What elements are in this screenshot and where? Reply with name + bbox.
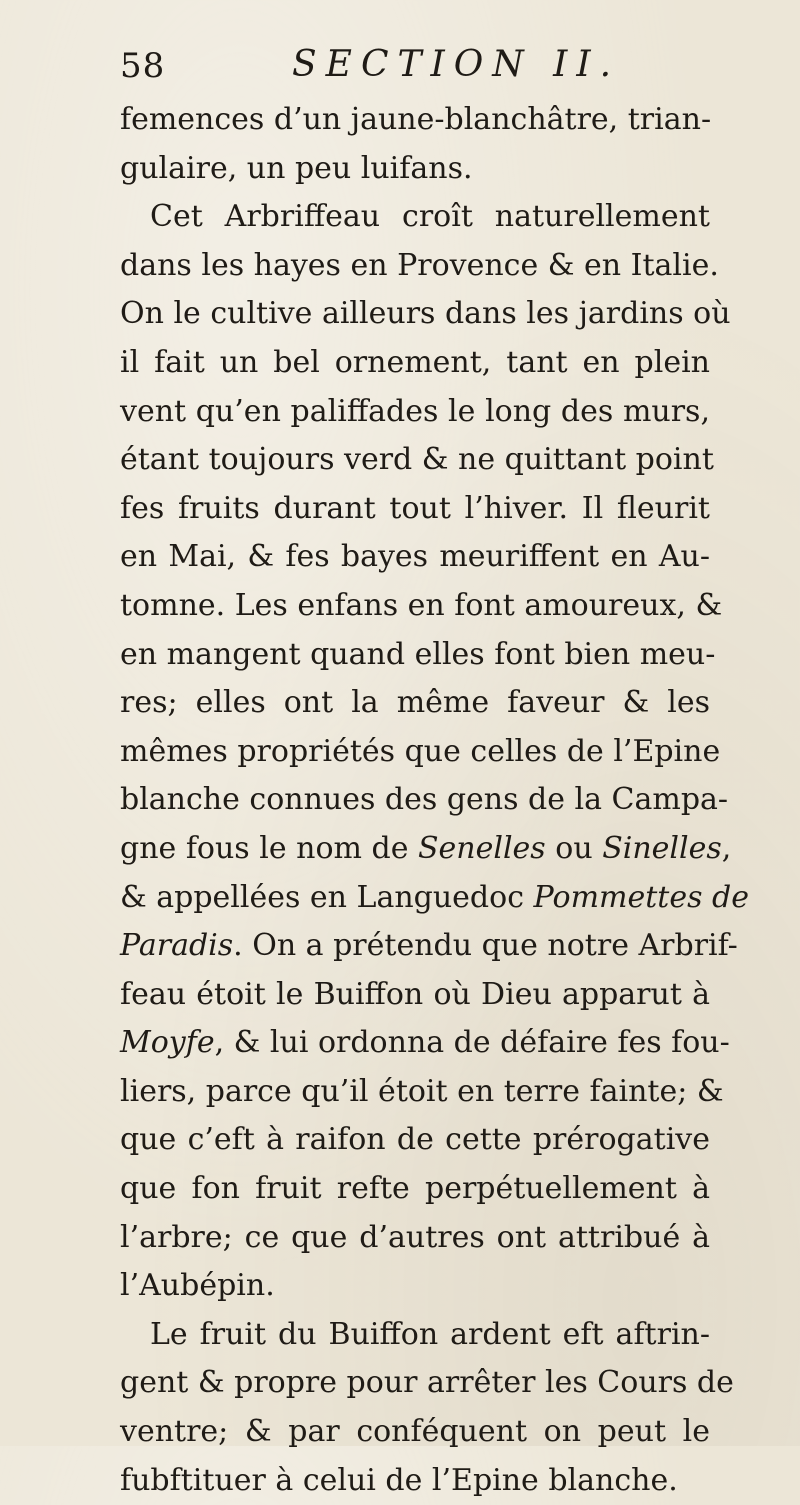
text-line (120, 1165, 710, 1214)
text-run: que fon fruit refte perpétuellement à (120, 1171, 710, 1207)
text-run: & appellées en Languedoc (120, 879, 534, 915)
text-line (120, 1019, 730, 1068)
text-line (120, 1457, 710, 1505)
text-line (120, 825, 732, 874)
text-run: gulaire, un peu luifans. (120, 150, 473, 186)
text-run: fubftituer à celui de l’Epine blanche. (120, 1462, 678, 1498)
text-line (120, 1116, 710, 1165)
italic-text: Senelles (417, 830, 546, 866)
text-run: On le cultive ailleurs dans les jardins où (120, 296, 731, 332)
text-line (120, 1359, 734, 1408)
text-run: l’Aubépin. (120, 1268, 275, 1304)
text-run: . On a prétendu que notre Arbrif- (233, 928, 738, 964)
text-line (120, 1311, 710, 1360)
text-run: fes fruits durant tout l’hiver. Il fleurit (120, 490, 710, 526)
text-line (120, 1214, 710, 1263)
text-run: ou (545, 830, 603, 866)
text-line (120, 874, 749, 923)
text-run: en mangent quand elles font bien meu- (120, 636, 716, 672)
text-line (120, 290, 731, 339)
text-run: Cet Arbriffeau croît naturellement (150, 199, 710, 235)
text-run: gne fous le nom de (120, 830, 418, 866)
text-run: étant toujours verd & ne quittant point (120, 442, 714, 478)
text-line (120, 1068, 724, 1117)
text-line (120, 922, 738, 971)
text-run: liers, parce qu’il étoit en terre fainte; & (120, 1073, 724, 1109)
text-run: l’arbre; ce que d’autres ont attribué à (120, 1219, 710, 1255)
text-run: ventre; & par conféquent on peut le (120, 1414, 710, 1450)
text-line (120, 242, 719, 291)
text-run: Le fruit du Buiffon ardent eft aftrin- (150, 1316, 710, 1352)
text-line (120, 485, 710, 534)
text-line (120, 145, 710, 194)
text-line (120, 533, 710, 582)
running-head: SECTION II. (292, 44, 621, 85)
text-line (120, 339, 710, 388)
text-run: femences d’un jaune-blanchâtre, trian- (120, 102, 712, 137)
text-run: feau étoit le Buiffon où Dieu apparut à (120, 976, 710, 1012)
text-run: en Mai, & fes bayes meuriffent en Au- (120, 539, 710, 575)
text-run: dans les hayes en Provence & en Italie. (120, 247, 719, 283)
text-line (120, 582, 723, 631)
text-line (120, 971, 710, 1020)
text-line (120, 728, 721, 777)
page-header (120, 40, 680, 92)
italic-text: Sinelles (602, 830, 722, 866)
text-run: que c’eft à raifon de cette prérogative (120, 1122, 710, 1158)
text-run: , & lui ordonna de défaire fes fou- (214, 1025, 730, 1061)
text-line (120, 436, 714, 485)
text-line (120, 193, 710, 242)
text-line (120, 631, 716, 680)
text-line (120, 1262, 710, 1311)
text-line (120, 1408, 710, 1457)
text-run: gent & propre pour arrêter les Cours de (120, 1365, 734, 1401)
italic-text: Moyfe (120, 1025, 215, 1061)
text-run: res; elles ont la même faveur & les (120, 685, 710, 721)
italic-text: Paradis (120, 928, 234, 964)
text-line (120, 388, 710, 437)
italic-text: Pommettes de (533, 879, 749, 915)
text-run: tomne. Les enfans en font amoureux, & (120, 587, 723, 623)
text-run: vent qu’en paliffades le long des murs, (120, 393, 710, 429)
text-run: blanche connues des gens de la Campa- (120, 782, 729, 818)
text-run: , (721, 830, 732, 866)
text-run: mêmes propriétés que celles de l’Epine (120, 733, 721, 769)
text-line (120, 776, 729, 825)
text-run: il fait un bel ornement, tant en plein (120, 344, 710, 380)
text-line (120, 96, 710, 145)
body-text (120, 96, 749, 1505)
page-number: 58 (120, 46, 166, 86)
text-line (120, 679, 710, 728)
